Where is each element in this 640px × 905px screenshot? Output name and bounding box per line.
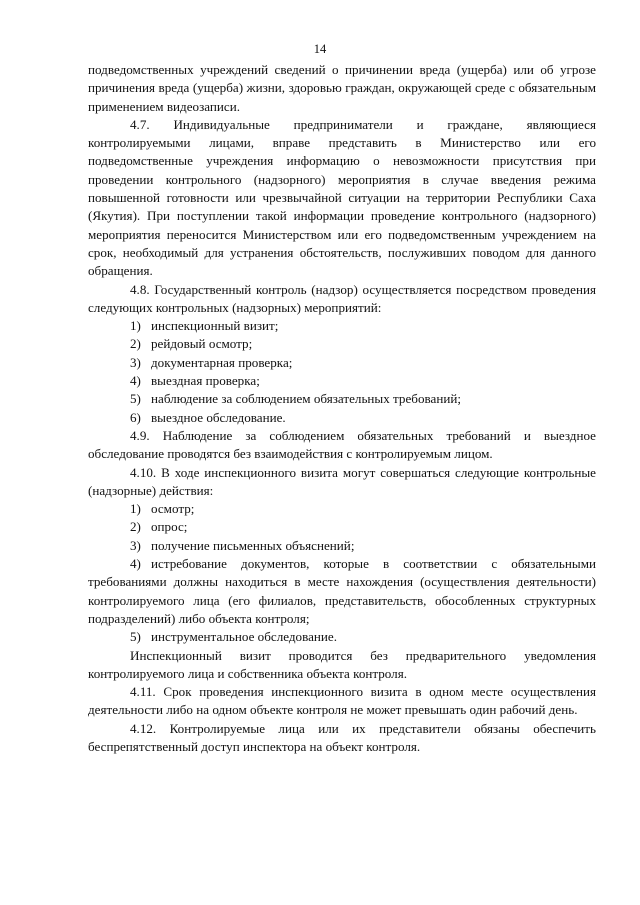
document-body (88, 61, 596, 756)
paragraph-4-10: 4.10. В ходе инспекционного визита могут совершаться следующие контрольные (надзорные) действия: (88, 464, 596, 498)
list-item: 4) истребование документов, которые в соответствии с обязательными требованиями должны находиться в месте нахождения (осуществления деятельности) контролируемого лица (его филиалов, представительств, обособленных структурных подразделений) либо объекта контроля; (88, 556, 596, 626)
list-item: 4) выездная проверка; (130, 373, 260, 389)
page-number: 14 (313, 42, 327, 56)
list-item: 1) осмотр; (130, 501, 195, 517)
paragraph-4-8: 4.8. Государственный контроль (надзор) осуществляется посредством проведения следующих контрольных (надзорных) мероприятий: (88, 281, 596, 315)
list-item: 3) получение письменных объяснений; (130, 537, 355, 553)
paragraph-continuation: подведомственных учреждений сведений о причинении вреда (ущерба) или об угрозе причинения вреда (ущерба) жизни, здоровью граждан, окружающей среде с обязательным применением видеозаписи. (88, 62, 596, 114)
paragraph-4-11: 4.11. Срок проведения инспекционного визита в одном месте осуществления деятельности либо на одном объекте контроля не может превышать один рабочий день. (88, 684, 596, 718)
list-item: 1) инспекционный визит; (130, 318, 279, 334)
paragraph-4-9: 4.9. Наблюдение за соблюдением обязательных требований и выездное обследование проводятся без взаимодействия с контролируемым лицом. (88, 427, 596, 462)
list-item: 2) опрос; (130, 519, 188, 535)
list-item: 5) наблюдение за соблюдением обязательных требований; (130, 391, 461, 407)
list-item: 2) рейдовый осмотр; (130, 336, 253, 352)
list-item: 6) выездное обследование. (130, 409, 286, 425)
paragraph-inspection-visit: Инспекционный визит проводится без предварительного уведомления контролируемого лица и собственника объекта контроля. (88, 647, 596, 681)
list-item: 5) инструментальное обследование. (130, 629, 337, 645)
paragraph-4-7: 4.7. Индивидуальные предприниматели и граждане, являющиеся контролируемыми лицами, вправе представить в Министерство или его подведомственные учреждения информацию о невозможности присутствия при проведении контрольного (надзорного) мероприятия в случае введения режима повышенной готовности или чрезвычайной ситуации на территории Республики Саха (Якутия). При поступлении такой информации проведение контрольного (надзорного) мероприятия переносится Министерством или его подведомственным учреждением на срок, необходимый для устранения обстоятельств, послуживших поводом для данного обращения. (88, 116, 596, 279)
list-item: 3) документарная проверка; (130, 354, 293, 370)
paragraph-4-12: 4.12. Контролируемые лица или их представители обязаны обеспечить беспрепятственный доступ инспектора на объект контроля. (88, 720, 596, 754)
